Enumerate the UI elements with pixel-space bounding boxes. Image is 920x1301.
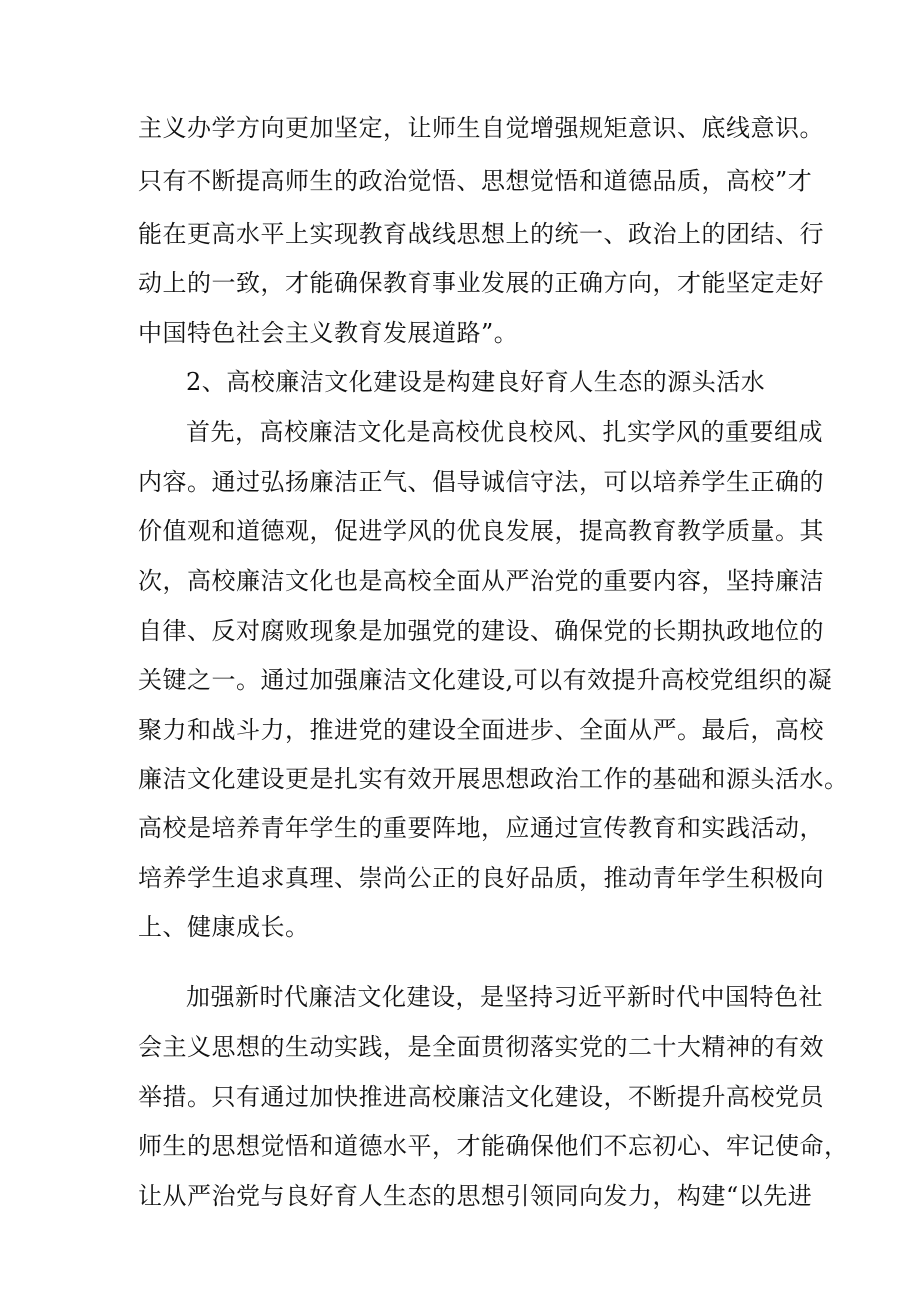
text-line: 廉洁文化建设更是扎实有效开展思想政治工作的基础和源头活水。 (138, 765, 849, 793)
text-line: 举措。只有通过加快推进高校廉洁文化建设，不断提升高校党员 (138, 1083, 824, 1111)
text-line: 内容。通过弘扬廉洁正气、倡导诚信守法，可以培养学生正确的 (138, 468, 824, 496)
text-line: 自律、反对腐败现象是加强党的建设、确保党的长期执政地位的 (138, 617, 824, 645)
text-line: 能在更高水平上实现教育战线思想上的统一、政治上的团结、行 (138, 220, 824, 248)
text-line: 培养学生追求真理、崇尚公正的良好品质，推动青年学生积极向 (138, 864, 824, 892)
text-line: 师生的思想觉悟和道德水平，才能确保他们不忘初心、牢记使命， (138, 1132, 849, 1160)
text-line: 让从严治党与良好育人生态的思想引领同向发力，构建“以先进 (138, 1182, 813, 1210)
text-line: 会主义思想的生动实践，是全面贯彻落实党的二十大精神的有效 (138, 1033, 824, 1061)
text-line: 动上的一致，才能确保教育事业发展的正确方向，才能坚定走好 (138, 269, 824, 297)
text-line: 次，高校廉洁文化也是高校全面从严治党的重要内容，坚持廉洁 (138, 567, 824, 595)
text-line: 只有不断提高师生的政治觉悟、思想觉悟和道德品质，高校”才 (138, 167, 813, 195)
text-line: 中国特色社会主义教育发展道路”。 (138, 319, 519, 347)
text-line: 高校是培养青年学生的重要阵地，应通过宣传教育和实践活动， (138, 814, 824, 842)
text-line: 上、健康成长。 (138, 913, 310, 941)
section-heading: 2、高校廉洁文化建设是构建良好育人生态的源头活水 (186, 368, 766, 396)
text-line: 关键之一。通过加强廉洁文化建设,可以有效提升高校党组织的凝 (138, 666, 833, 694)
text-line: 主义办学方向更加坚定，让师生自觉增强规矩意识、底线意识。 (138, 114, 824, 142)
text-line: 首先，高校廉洁文化是高校优良校风、扎实学风的重要组成 (186, 418, 823, 446)
text-line: 加强新时代廉洁文化建设，是坚持习近平新时代中国特色社 (186, 983, 823, 1011)
text-line: 聚力和战斗力，推进党的建设全面进步、全面从严。最后，高校 (138, 716, 824, 744)
text-line: 价值观和道德观，促进学风的优良发展，提高教育教学质量。其 (138, 517, 824, 545)
